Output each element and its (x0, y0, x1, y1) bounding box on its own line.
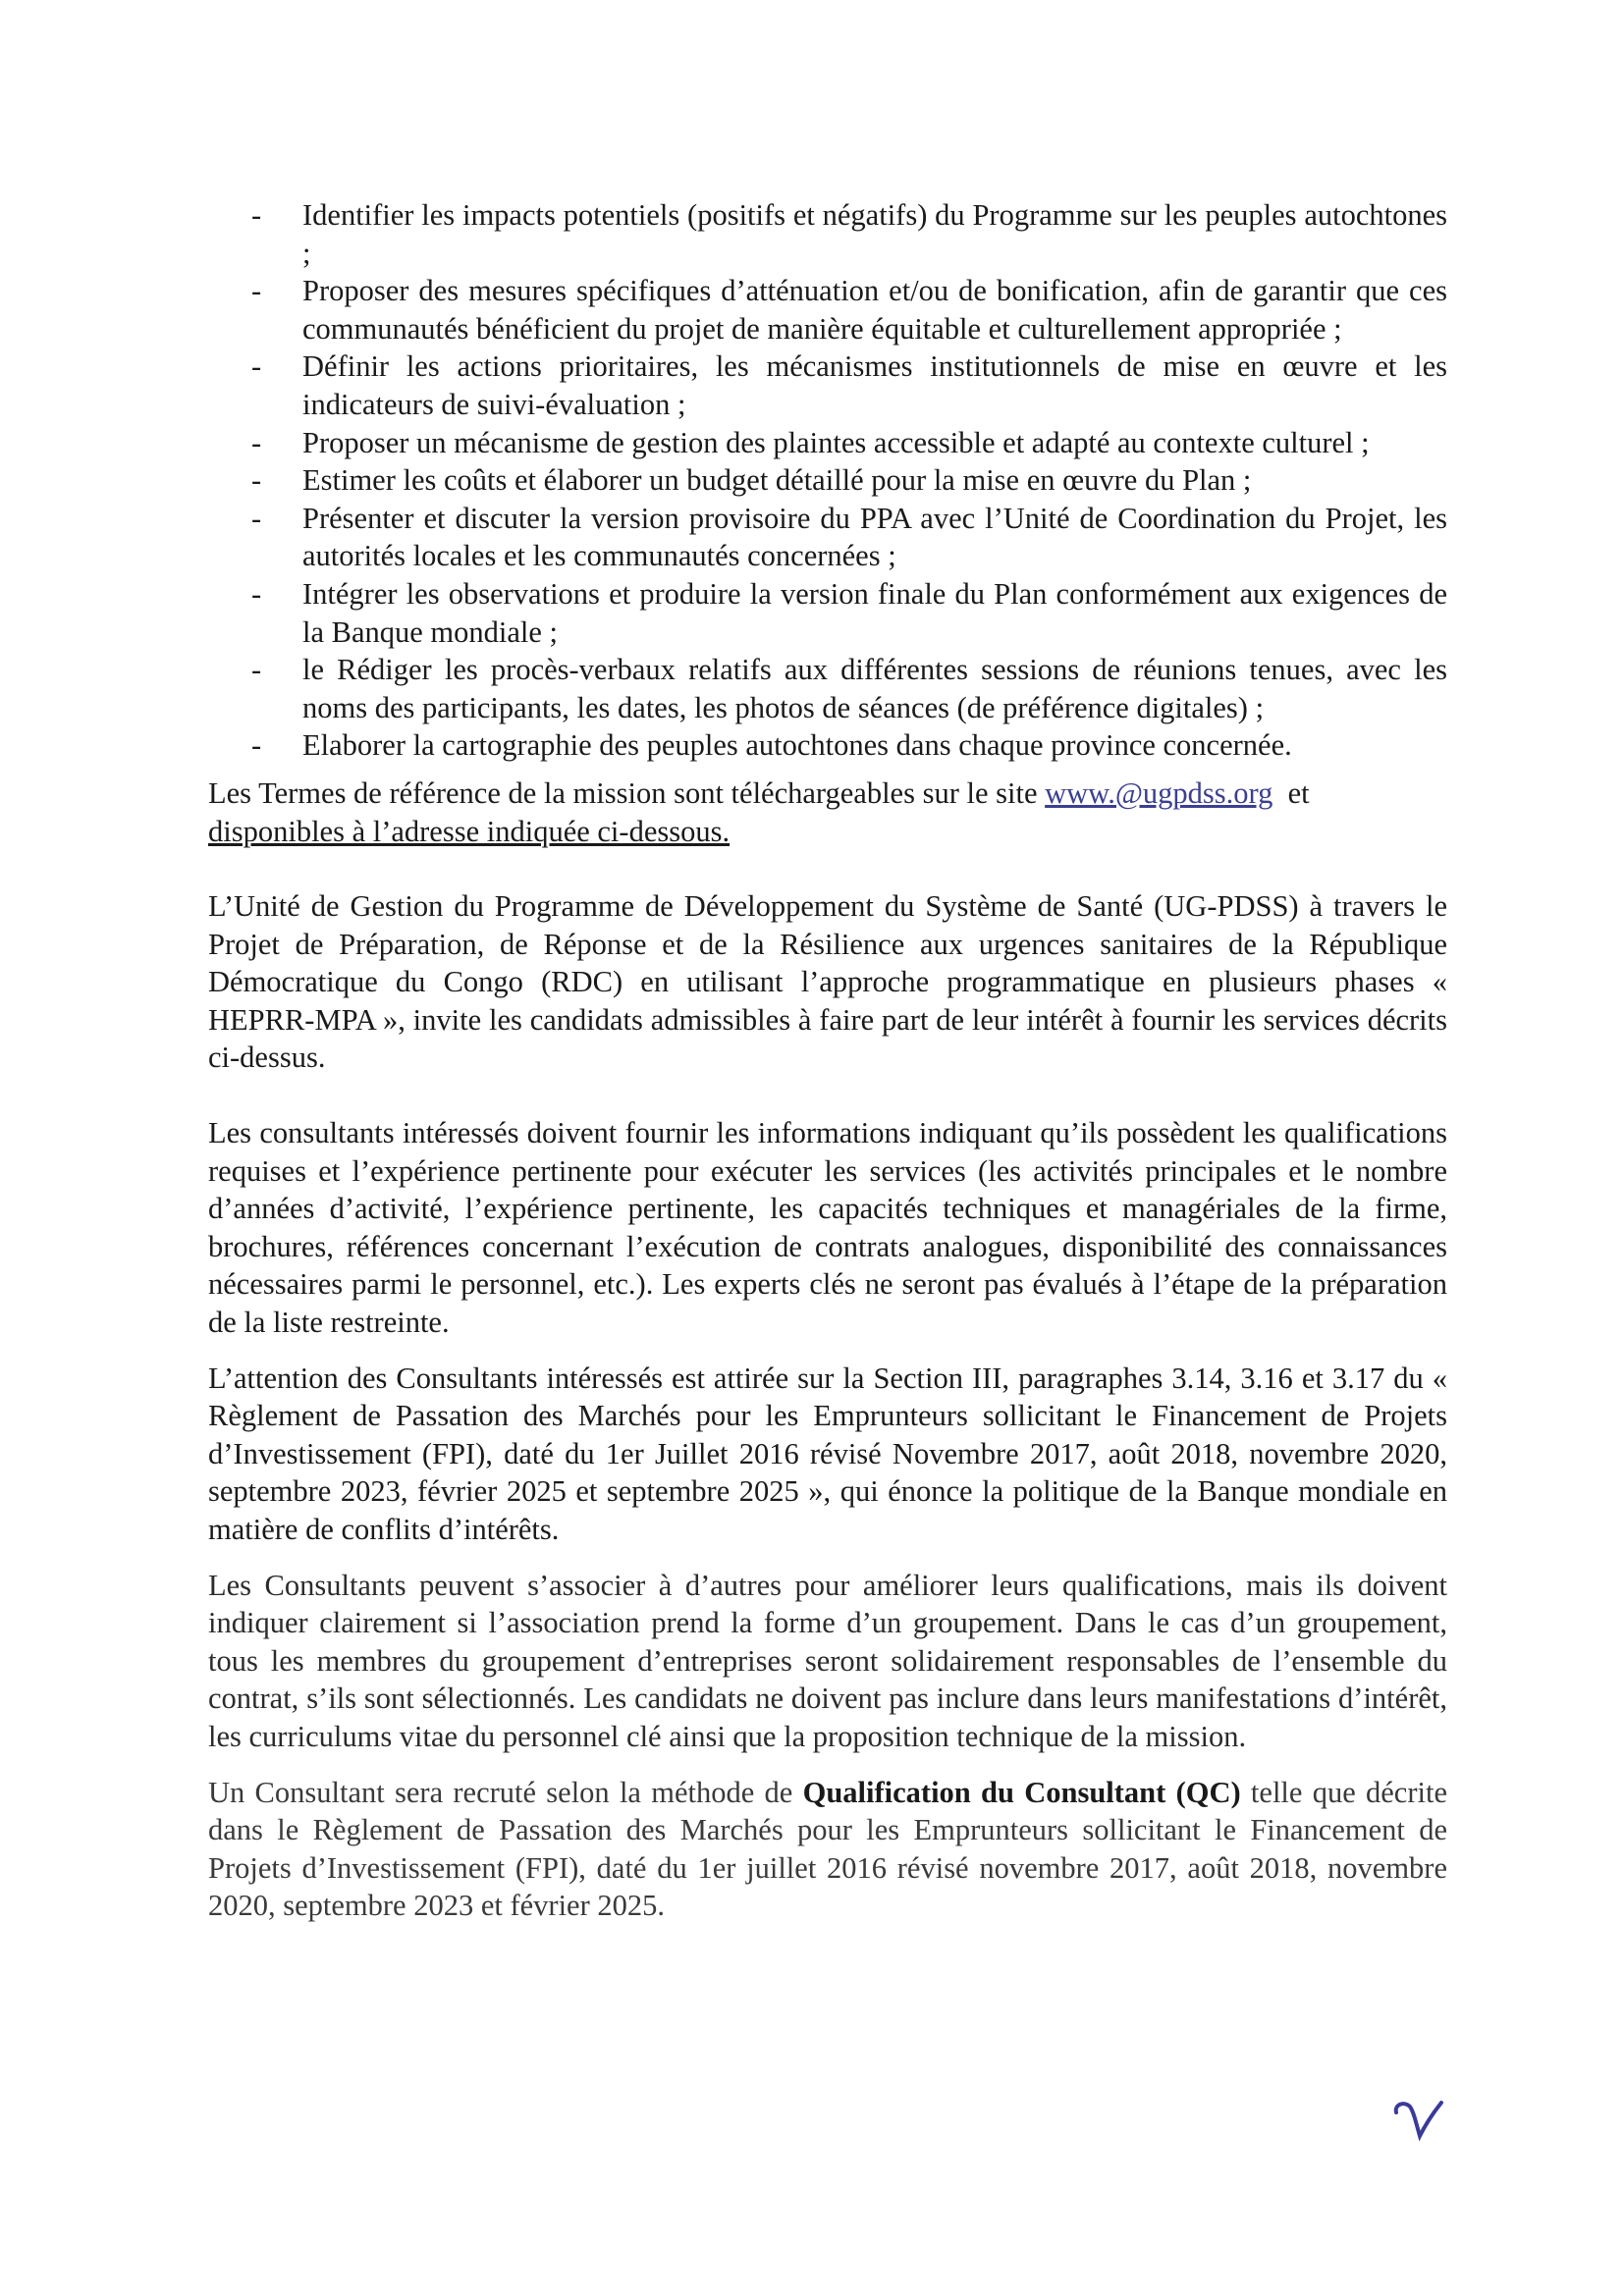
qc-method-name: Qualification du Consultant (QC) (802, 1775, 1241, 1809)
qc-text: Un Consultant sera recruté selon la méthode de (208, 1775, 803, 1809)
bullet-item (208, 575, 1447, 651)
qc-text-after: telle que décrite dans le Règlement de Passation des Marchés pour les Emprunteurs sollicitant le Financement de Projets d’Investissement (FPI), daté du 1er juillet 2016 révisé novembre 2017, août 2018, novembre 2020, septembre 2023 et février 2025. (208, 1775, 1447, 1923)
bullet-item (208, 196, 1447, 272)
website-link[interactable]: www.@ugpdss.org (1045, 775, 1273, 810)
bullet-marker: - (251, 728, 262, 763)
bullet-item (208, 500, 1447, 575)
handwritten-initials-icon (1392, 2099, 1451, 2148)
bullet-text: Identifier les impacts potentiels (positifs et négatifs) du Programme sur les peuples autochtones ; (302, 198, 1447, 270)
bullet-text: Proposer un mécanisme de gestion des plaintes accessible et adapté au contexte culturel ; (302, 425, 1370, 459)
bullet-marker: - (251, 198, 262, 232)
bullet-text: le Rédiger les procès-verbaux relatifs aux différentes sessions de réunions tenues, avec les noms des participants, les dates, les photos de séances (de préférence digitales) ; (302, 653, 1447, 724)
address-note: disponibles à l’adresse indiquée ci-dessous. (208, 814, 731, 848)
selection-method-paragraph (208, 1774, 1447, 1925)
bullet-marker: - (251, 274, 262, 308)
bullet-item (208, 726, 1447, 765)
bullet-item (208, 347, 1447, 423)
bullet-text: Elaborer la cartographie des peuples autochtones dans chaque province concernée. (302, 728, 1292, 763)
task-bullet-list (208, 196, 1447, 765)
bullet-marker: - (251, 463, 262, 498)
tdr-text: Les Termes de référence de la mission sont téléchargeables sur le site (208, 775, 1046, 810)
association-paragraph: Les Consultants peuvent s’associer à d’autres pour améliorer leurs qualifications, mais ils doivent indiquer clairement si l’association prend la forme d’un groupement. Dans le cas d’un groupement, tous les membres du groupement d’entreprises seront solidairement responsables de l’ensemble du contrat, s’ils sont sélectionnés. Les candidats ne doivent pas inclure dans leurs manifestations d’intérêt, les curriculums vitae du personnel clé ainsi que la proposition technique de la mission. (208, 1568, 1447, 1753)
bullet-item (208, 651, 1447, 726)
bullet-text: Estimer les coûts et élaborer un budget détaillé pour la mise en œuvre du Plan ; (302, 463, 1252, 498)
bullet-text: Intégrer les observations et produire la version finale du Plan conformément aux exigences de la Banque mondiale ; (302, 576, 1447, 649)
terms-of-reference-paragraph (208, 774, 1447, 850)
bullet-text: Définir les actions prioritaires, les mécanismes institutionnels de mise en œuvre et les indicateurs de suivi-évaluation ; (302, 349, 1447, 421)
bullet-text: Présenter et discuter la version provisoire du PPA avec l’Unité de Coordination du Projet, les autorités locales et les communautés concernées ; (302, 501, 1447, 573)
bullet-text: Proposer des mesures spécifiques d’atténuation et/ou de bonification, afin de garantir que ces communautés bénéficient du projet de manière équitable et culturellement appropriée ; (302, 274, 1447, 346)
bullet-item (208, 424, 1447, 462)
bullet-marker: - (251, 653, 262, 687)
bullet-marker: - (251, 576, 262, 611)
bullet-marker: - (251, 425, 262, 459)
conflict-of-interest-paragraph: L’attention des Consultants intéressés est attirée sur la Section III, paragraphes 3.14, 3.16 et 3.17 du « Règlement de Passation des Marchés pour les Emprunteurs sollicitant le Financement de Projets d’Investissement (FPI), daté du 1er Juillet 2016 révisé Novembre 2017, août 2018, novembre 2020, septembre 2023, février 2025 et septembre 2025 », qui énonce la politique de la Banque mondiale en matière de conflits d’intérêts. (208, 1361, 1447, 1546)
bullet-item (208, 461, 1447, 500)
bullet-marker: - (251, 501, 262, 535)
consultants-requirements-paragraph: Les consultants intéressés doivent fournir les informations indiquant qu’ils possèdent les qualifications requises et l’expérience pertinente pour exécuter les services (les activités principales et le nombre d’années d’activité, l’expérience pertinente, les capacités techniques et managériales de la firme, brochures, références concernant l’exécution de contrats analogues, disponibilité des connaissances nécessaires parmi le personnel, etc.). Les experts clés ne seront pas évalués à l’étape de la préparation de la liste restreinte. (208, 1116, 1447, 1340)
tdr-text-after: et (1272, 775, 1318, 810)
bullet-item (208, 272, 1447, 347)
bullet-marker: - (251, 349, 262, 384)
document-page (208, 196, 1447, 1925)
ug-pdss-paragraph: L’Unité de Gestion du Programme de Développement du Système de Santé (UG-PDSS) à travers le Projet de Préparation, de Réponse et de la Résilience aux urgences sanitaires de la République Démocratique du Congo (RDC) en utilisant l’approche programmatique en plusieurs phases « HEPRR-MPA », invite les candidats admissibles à faire part de leur intérêt à fournir les services décrits ci-dessus. (208, 889, 1447, 1075)
